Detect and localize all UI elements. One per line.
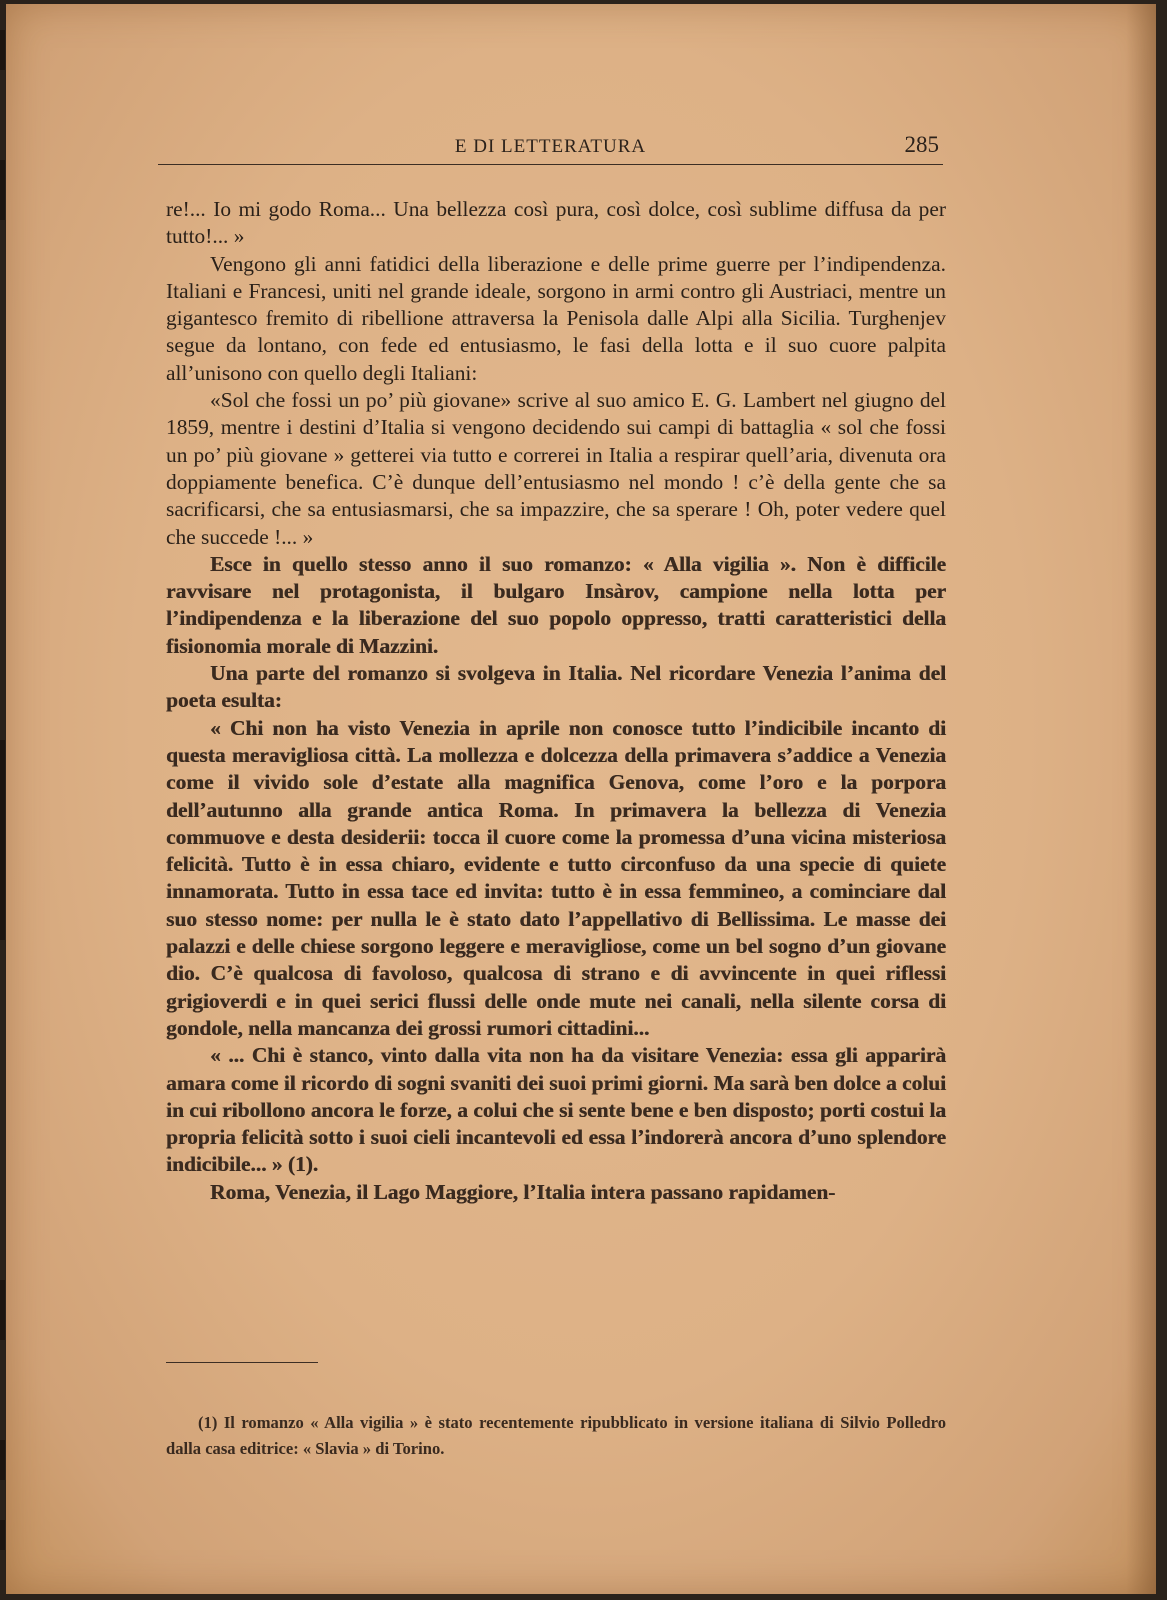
running-header — [158, 132, 943, 165]
paragraph: Vengono gli anni fatidici della liberazione e delle prime guerre per l’indipendenza. Italiani e Francesi, uniti nel grande ideale, sorgono in armi contro gli Austriaci, mentre un gigantesco fremito di ribellione attraversa la Penisola dalle Alpi alla Sicilia. Turghenjev segue da lontano, con fede ed entusiasmo, le fasi della lotta e il suo cuore palpita all’unisono con quello degli Italiani: — [166, 251, 946, 385]
binding-edge — [0, 0, 6, 1600]
paragraph: Roma, Venezia, il Lago Maggiore, l’Italia intera passano rapidamen- — [210, 1179, 836, 1204]
page-number: 285 — [904, 132, 939, 157]
book-page — [6, 4, 1156, 1594]
paragraph: re!... Io mi godo Roma... Una bellezza così pura, così dolce, così sublime diffusa da per tutto!... » — [166, 197, 946, 249]
quoted-paragraph: « ... Chi è stanco, vinto dalla vita non ha da visitare Venezia: essa gli apparirà amara come il ricordo di sogni svaniti dei suoi primi giorni. Ma sarà ben dolce a colui in cui ribollono ancora le forze, a colui che si sente bene e ben disposto; porti costui la propria felicità sotto i suoi cieli incantevoli ed essa l’indorerà ancora d’uno splendore indicibile... » (1). — [166, 1043, 946, 1177]
body-text — [166, 196, 946, 1206]
footnote-rule — [166, 1362, 318, 1363]
running-title: E DI LETTERATURA — [454, 136, 647, 157]
footnote: (1) Il romanzo « Alla vigilia » è stato recentemente ripubblicato in versione italiana di Silvio Polledro dalla casa editrice: « Slavia » di Torino. — [166, 1413, 946, 1458]
paragraph: «Sol che fossi un po’ più giovane» scrive al suo amico E. G. Lambert nel giugno del 1859, mentre i destini d’Italia si vengono decidendo sui campi di battaglia « sol che fossi un po’ più giovane » getterei via tutto e correrei in Italia a respirar quell’aria, divenuta ora doppiamente benefica. C’è dunque dell’entusiasmo nel mondo ! c’è della gente che sa sacrificarsi, che sa entusiasmarsi, che sa impazzire, che sa sperare ! Oh, poter vedere quel che succede !... » — [166, 388, 946, 549]
paragraph: Esce in quello stesso anno il suo romanzo: « Alla vigilia ». Non è difficile ravvisare nel protagonista, il bulgaro Insàrov, campione nella lotta per l’indipendenza e la liberazione del suo popolo oppresso, tratti caratteristici della fisionomia morale di Mazzini. — [166, 551, 946, 658]
quoted-paragraph: « Chi non ha visto Venezia in aprile non conosce tutto l’indicibile incanto di questa meravigliosa città. La mollezza e dolcezza della primavera s’addice a Venezia come il vivido sole d’estate alla magnifica Genova, come l’oro e la porpora dell’autunno alla grande antica Roma. In primavera la bellezza di Venezia commuove e desta desiderii: tocca il cuore come la promessa d’una vicina misteriosa felicità. Tutto è in essa chiaro, evidente e tutto circonfuso da una specie di quiete innamorata. Tutto in essa tace ed invita: tutto è in essa femmineo, a cominciare dal suo stesso nome: per nulla le è stato dato l’appellativo di Bellissima. Le masse dei palazzi e delle chiese sorgono leggere e meravigliose, come un bel sogno d’un giovane dio. C’è qualcosa di favoloso, qualcosa di strano e di avvincente in quei riflessi grigioverdi e in quei serici flussi delle onde mute nei canali, nella silente corsa di gondole, nella mancanza dei grossi rumori cittadini... — [166, 715, 946, 1040]
paragraph: Una parte del romanzo si svolgeva in Italia. Nel ricordare Venezia l’anima del poeta esulta: — [166, 661, 946, 713]
